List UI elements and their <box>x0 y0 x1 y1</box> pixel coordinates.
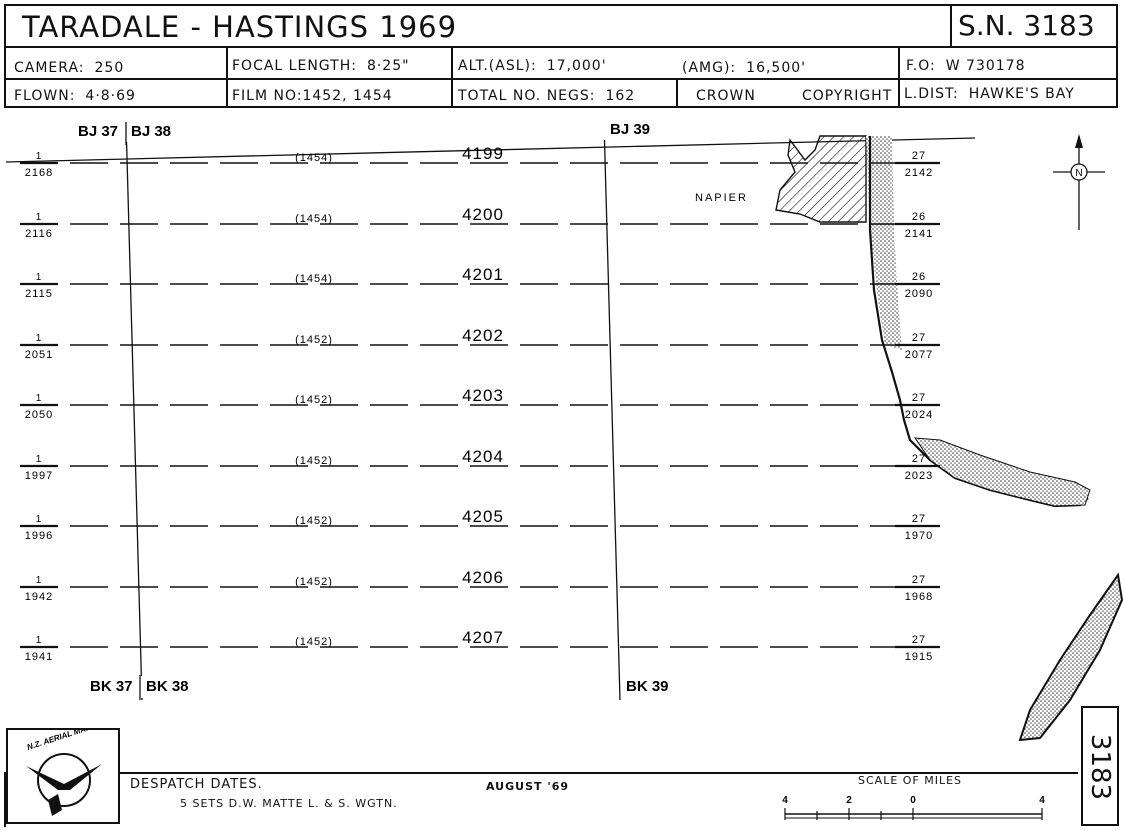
run-end-frame: 27 <box>911 574 927 586</box>
run-number: 4207 <box>462 628 504 647</box>
coastline <box>870 136 1088 506</box>
run-number: 4206 <box>462 568 504 587</box>
map-title: TARADALE - HASTINGS 1969 <box>22 10 458 44</box>
run-end-negative: 2077 <box>904 349 934 361</box>
run-start-negative: 1996 <box>24 530 54 542</box>
land-district-field: L.DIST: HAWKE'S BAY <box>904 86 1075 102</box>
run-film-number: (1454) <box>295 273 333 285</box>
sheet-label-bk39: BK 39 <box>626 678 669 695</box>
run-start-frame: 1 <box>35 151 43 162</box>
run-end-negative: 1915 <box>904 651 934 663</box>
run-end-frame: 27 <box>911 150 927 162</box>
run-end-negative: 2023 <box>904 470 934 482</box>
run-start-frame: 1 <box>35 212 43 223</box>
sheet-label-bj38: BJ 38 <box>131 123 172 140</box>
run-film-number: (1452) <box>295 515 333 527</box>
logo-text: N.Z. AERIAL MAPPING LTD <box>25 730 118 752</box>
nz-aerial-mapping-logo <box>6 728 120 824</box>
despatch-label: DESPATCH DATES. <box>130 777 263 792</box>
run-start-negative: 1941 <box>24 651 54 663</box>
scale-tick-label: 4 <box>782 795 788 806</box>
vertical-survey-number: 3183 <box>1081 706 1119 826</box>
run-start-frame: 1 <box>35 575 43 586</box>
run-end-frame: 27 <box>911 392 927 404</box>
run-start-negative: 2116 <box>25 228 53 240</box>
run-start-frame: 1 <box>35 333 43 344</box>
run-start-frame: 1 <box>35 272 43 283</box>
crown-label: CROWN <box>696 88 756 104</box>
run-end-frame: 27 <box>911 634 927 646</box>
run-end-frame: 27 <box>911 453 927 465</box>
sheet-label-bk37: BK 37 <box>90 678 133 695</box>
film-number-field: FILM NO:1452, 1454 <box>232 88 393 104</box>
run-number: 4202 <box>462 326 504 345</box>
run-number: 4203 <box>462 386 504 405</box>
run-end-frame: 27 <box>911 332 927 344</box>
run-end-negative: 2024 <box>904 409 934 421</box>
run-start-frame: 1 <box>35 393 43 404</box>
run-number: 4204 <box>462 447 504 466</box>
scale-tick-label: 0 <box>910 795 916 806</box>
copyright-label: COPYRIGHT <box>802 88 893 104</box>
sheet-label-bj37: BJ 37 <box>78 123 119 140</box>
north-arrow <box>1053 134 1105 230</box>
scale-tick-label: 4 <box>1039 795 1045 806</box>
despatch-sets: 5 SETS D.W. MATTE L. & S. WGTN. <box>180 797 398 810</box>
run-number: 4200 <box>462 205 504 224</box>
run-film-number: (1454) <box>295 152 333 164</box>
flown-field: FLOWN: 4·8·69 <box>14 88 136 104</box>
run-start-negative: 1942 <box>24 591 54 603</box>
run-end-negative: 2090 <box>904 288 934 300</box>
despatch-month: AUGUST '69 <box>486 780 569 793</box>
run-number: 4201 <box>462 265 504 284</box>
run-start-frame: 1 <box>35 635 43 646</box>
survey-number: S.N. 3183 <box>950 6 1118 46</box>
run-start-negative: 2115 <box>25 288 53 300</box>
sheet-label-bk38: BK 38 <box>146 678 189 695</box>
run-start-negative: 2051 <box>24 349 54 361</box>
sheet-boundary-line <box>604 122 620 700</box>
sheet-label-bj39: BJ 39 <box>610 121 651 138</box>
camera-field: CAMERA: 250 <box>14 60 125 76</box>
flight-runs <box>20 144 940 663</box>
run-end-negative: 2141 <box>904 228 934 240</box>
run-film-number: (1452) <box>295 636 333 648</box>
run-end-frame: 26 <box>911 271 927 283</box>
place-label-napier: NAPIER <box>695 192 748 204</box>
run-start-frame: 1 <box>35 514 43 525</box>
total-negs-field: TOTAL NO. NEGS: 162 <box>458 88 636 104</box>
run-end-negative: 2142 <box>904 167 934 179</box>
run-end-negative: 1968 <box>904 591 934 603</box>
run-start-frame: 1 <box>35 454 43 465</box>
run-number: 4199 <box>462 144 504 163</box>
altitude-amg-field: (AMG): 16,500' <box>682 60 806 76</box>
run-film-number: (1452) <box>295 394 333 406</box>
run-film-number: (1454) <box>295 213 333 225</box>
napier-urban-area <box>776 136 866 222</box>
sheet-boundary-line <box>126 122 142 700</box>
run-start-negative: 2050 <box>24 409 54 421</box>
run-start-negative: 1997 <box>24 470 54 482</box>
run-start-negative: 2168 <box>24 167 54 179</box>
focal-length-field: FOCAL LENGTH: 8·25" <box>232 58 410 74</box>
run-film-number: (1452) <box>295 334 333 346</box>
run-end-frame: 27 <box>911 513 927 525</box>
scale-bar <box>770 790 1070 830</box>
run-film-number: (1452) <box>295 455 333 467</box>
run-end-negative: 1970 <box>904 530 934 542</box>
compass-letter: N <box>1075 168 1083 179</box>
fo-field: F.O: W 730178 <box>906 58 1026 74</box>
run-end-frame: 26 <box>911 211 927 223</box>
run-film-number: (1452) <box>295 576 333 588</box>
altitude-asl-field: ALT.(ASL): 17,000' <box>458 58 607 74</box>
run-number: 4205 <box>462 507 504 526</box>
scale-tick-label: 2 <box>846 795 852 806</box>
scale-title: SCALE OF MILES <box>858 774 963 787</box>
beach-band <box>915 438 1090 506</box>
